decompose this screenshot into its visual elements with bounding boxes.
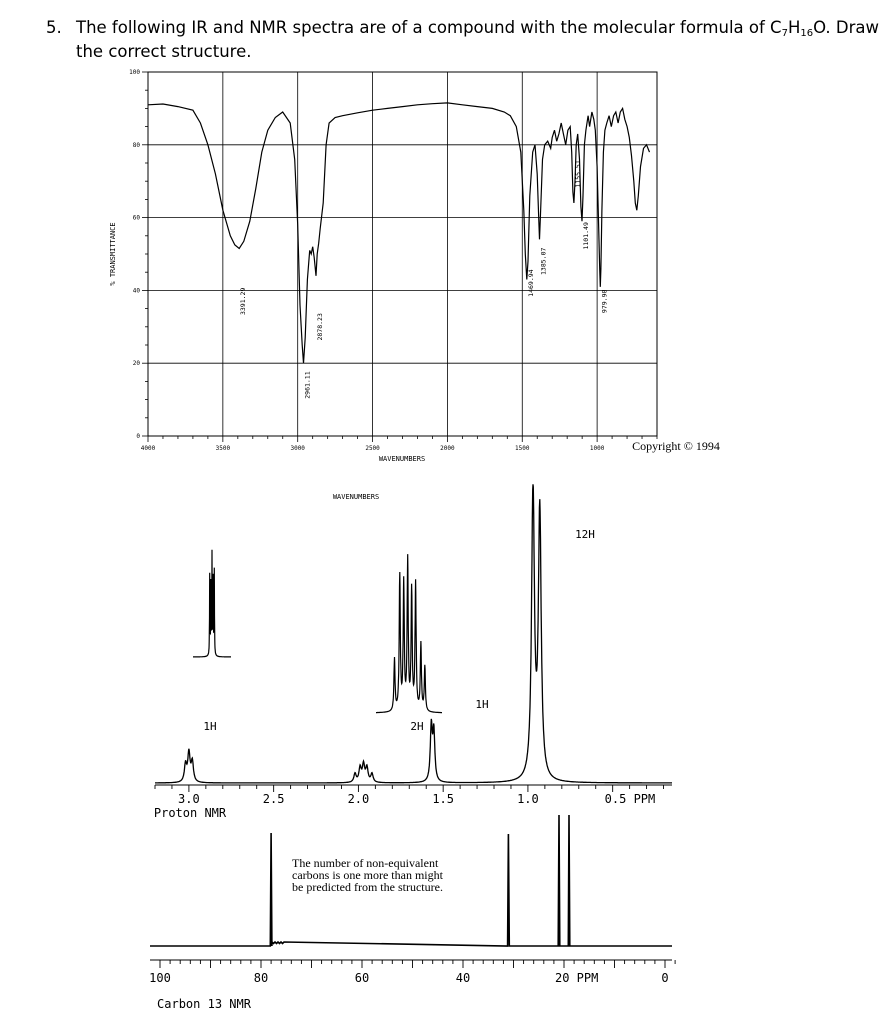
proton-nmr-integration: 12H <box>575 528 595 541</box>
proton-nmr-tick-label: 1.5 <box>432 792 455 806</box>
proton-nmr-title: Proton NMR <box>153 806 227 820</box>
ir-y-tick-label: 80 <box>132 141 140 149</box>
carbon-nmr-note <box>292 856 444 894</box>
question-number: 5. <box>46 18 62 37</box>
proton-nmr-tick-label: 2.5 <box>262 792 285 806</box>
question-line-2: the correct structure. <box>76 42 252 61</box>
stray-wavenumbers-label: WAVENUMBERS <box>332 493 380 501</box>
carbon-nmr-tick-label: 60 <box>354 971 370 985</box>
ir-y-tick-label: 40 <box>132 287 140 295</box>
carbon-nmr-title: Carbon 13 NMR <box>157 997 251 1011</box>
ir-x-tick-label: 3000 <box>290 445 305 452</box>
proton-nmr-tick-label: 3.0 <box>178 792 200 806</box>
ir-peak-label: 2878.23 <box>315 313 324 341</box>
proton-nmr-tick-label: 2.0 <box>347 792 370 806</box>
ir-peak-label: 1155.51 <box>573 160 582 188</box>
proton-nmr-integration: 2H <box>410 720 424 733</box>
ir-peak-label: 1101.49 <box>581 222 590 250</box>
ir-x-tick-label: 4000 <box>140 445 156 452</box>
ir-x-axis-label: WAVENUMBERS <box>378 455 426 463</box>
carbon-nmr-tick-labels <box>149 971 668 985</box>
carbon-nmr-tick-label: 20 PPM <box>555 971 599 985</box>
ir-y-axis-label: % TRANSMITTANCE <box>109 222 117 286</box>
carbon-nmr-note-line: be predicted from the structure. <box>292 880 443 894</box>
carbon-nmr-tick-label: 0 <box>661 971 669 985</box>
proton-nmr-integration: 1H <box>203 720 217 733</box>
carbon-nmr-ticks <box>160 960 675 968</box>
ir-peak-label: 1385.07 <box>539 247 548 275</box>
formula-h: H <box>787 18 801 37</box>
carbon-nmr-tick-label: 100 <box>149 971 171 985</box>
ir-y-tick-label: 60 <box>132 214 140 222</box>
proton-nmr-tick-label: 1.0 <box>517 792 539 806</box>
ir-peak-label: 979.98 <box>600 289 609 314</box>
carbon-nmr-note-line: The number of non-equivalent <box>292 856 439 870</box>
ir-peak-label: 2961.11 <box>303 371 312 399</box>
formula-c-subscript: 7 <box>781 28 788 39</box>
ir-x-tick-label: 2500 <box>365 445 380 452</box>
ir-y-tick-label: 20 <box>132 360 140 368</box>
ir-y-tick-label: 0 <box>136 433 140 440</box>
carbon-nmr-tick-label: 40 <box>455 971 471 985</box>
ir-peak-label: 3391.29 <box>239 287 248 316</box>
proton-nmr-integration: 1H <box>475 698 489 711</box>
formula-o: O. Draw <box>813 18 879 37</box>
ir-peak-label: 1469.94 <box>526 269 535 297</box>
ir-y-tick-label: 100 <box>129 69 140 76</box>
ir-x-tick-label: 1000 <box>589 445 605 452</box>
carbon-nmr-tick-label: 80 <box>253 971 269 985</box>
ir-x-tick-label: 3500 <box>215 445 231 452</box>
question-text-before: The following IR and NMR spectra are of a compound with the molecular formula of C <box>76 18 782 37</box>
proton-nmr-tick-label: 0.5 PPM <box>604 792 656 806</box>
ir-x-tick-label: 1500 <box>515 445 530 452</box>
ir-copyright: Copyright © 1994 <box>632 439 720 453</box>
formula-h-subscript: 16 <box>800 28 814 39</box>
ir-x-tick-label: 2000 <box>440 445 455 452</box>
carbon-nmr-note-line: carbons is one more than might <box>292 868 443 882</box>
